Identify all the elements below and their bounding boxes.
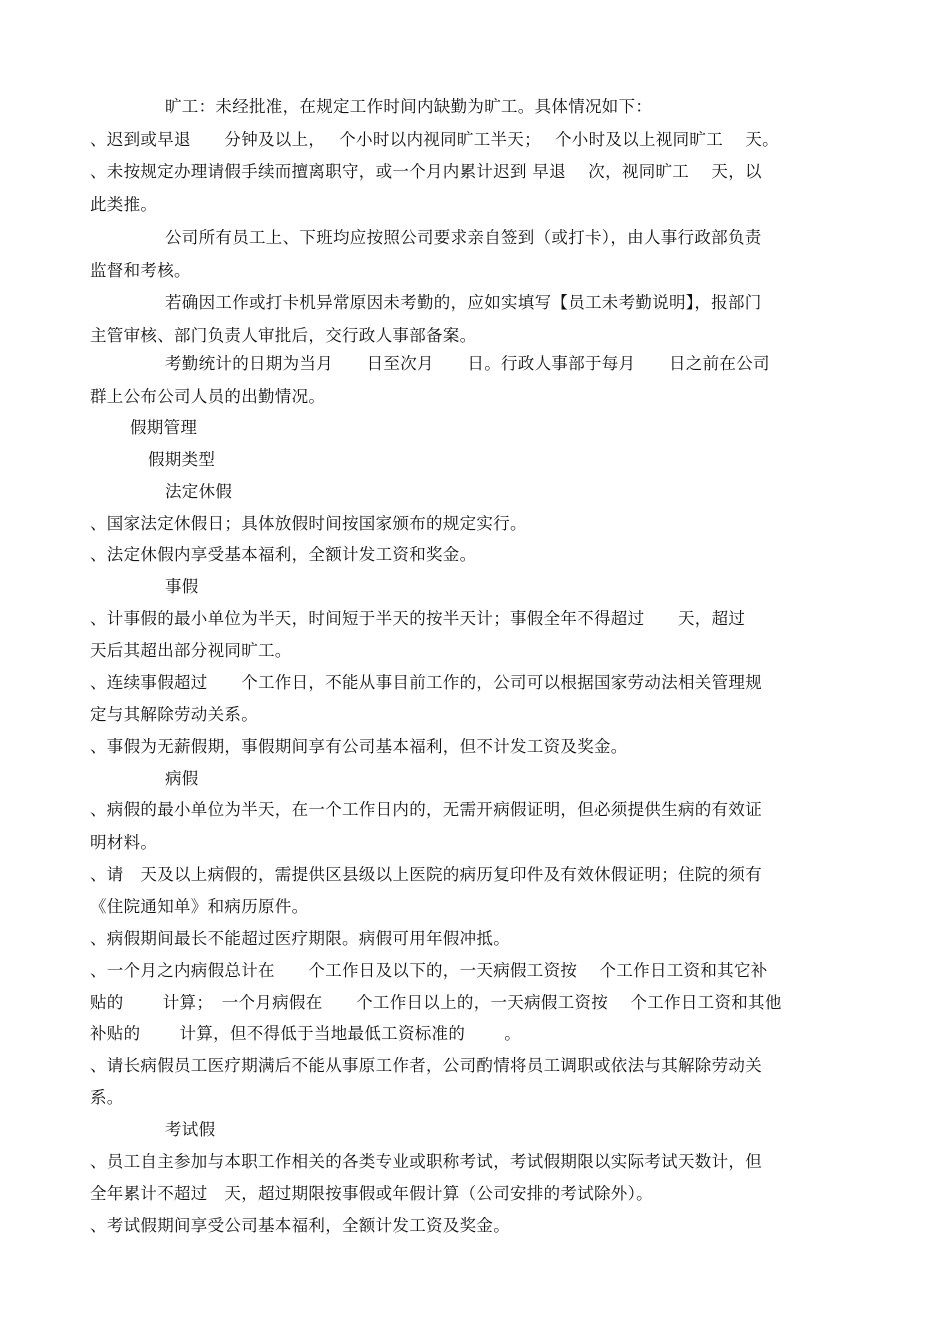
text-line: 主管审核、部门负责人审批后，交行政人事部备案。 <box>90 326 477 345</box>
text-line: 若确因工作或打卡机异常原因未考勤的，应如实填写【员工未考勤说明】，报部门 <box>165 293 762 312</box>
subsection-heading: 假期类型 <box>148 450 216 469</box>
text-line: 、员工自主参加与本职工作相关的各类专业或职称考试，考试假期限以实际考试天数计，但 <box>90 1152 762 1171</box>
text-line: 、请长病假员工医疗期满后不能从事原工作者，公司酌情将员工调职或依法与其解除劳动关 <box>90 1056 762 1075</box>
subsection-heading: 考试假 <box>165 1120 216 1139</box>
text-line: 群上公布公司人员的出勤情况。 <box>90 387 326 406</box>
text-line: 、法定休假内享受基本福利，全额计发工资和奖金。 <box>90 545 477 564</box>
text-line: 、连续事假超过 个工作日，不能从事目前工作的，公司可以根据国家劳动法相关管理规 <box>90 673 762 692</box>
text-line: 系。 <box>90 1088 124 1107</box>
text-line: 全年累计不超过 天，超过期限按事假或年假计算（公司安排的考试除外）。 <box>90 1184 653 1203</box>
text-line: 、病假的最小单位为半天，在一个工作日内的，无需开病假证明，但必须提供生病的有效证 <box>90 800 762 819</box>
text-line: 《住院通知单》和病历原件。 <box>90 897 309 916</box>
text-line: 、一个月之内病假总计在 个工作日及以下的，一天病假工资按 个工作日工资和其它补 <box>90 961 768 980</box>
text-line: 考勤统计的日期为当月 日至次月 日。行政人事部于每月 日之前在公司 <box>165 354 770 373</box>
subsection-heading: 事假 <box>165 577 199 596</box>
text-line: 定与其解除劳动关系。 <box>90 705 258 724</box>
text-line: 、计事假的最小单位为半天，时间短于半天的按半天计；事假全年不得超过 天，超过 <box>90 609 746 628</box>
text-line: 、迟到或早退 分钟及以上， 个小时以内视同旷工半天； 个小时及以上视同旷工 天。 <box>90 130 779 149</box>
text-line: 此类推。 <box>90 195 158 214</box>
subsection-heading: 病假 <box>165 769 199 788</box>
text-line: 公司所有员工上、下班均应按照公司要求亲自签到（或打卡），由人事行政部负责 <box>165 228 762 247</box>
text-line: 、考试假期间享受公司基本福利，全额计发工资及奖金。 <box>90 1216 510 1235</box>
text-line: 、未按规定办理请假手续而擅离职守，或一个月内累计迟到 早退 次，视同旷工 天，以 <box>90 162 762 181</box>
text-line: 明材料。 <box>90 833 158 852</box>
text-line: 贴的 计算； 一个月病假在 个工作日以上的，一天病假工资按 个工作日工资和其他 <box>90 993 782 1012</box>
text-line: 补贴的 计算，但不得低于当地最低工资标准的 。 <box>90 1024 522 1043</box>
text-line: 旷工：未经批准，在规定工作时间内缺勤为旷工。具体情况如下： <box>165 97 653 116</box>
text-line: 监督和考核。 <box>90 261 191 280</box>
text-line: 、事假为无薪假期，事假期间享有公司基本福利，但不计发工资及奖金。 <box>90 737 628 756</box>
section-heading: 假期管理 <box>130 418 198 437</box>
text-line: 、病假期间最长不能超过医疗期限。病假可用年假冲抵。 <box>90 929 510 948</box>
subsection-heading: 法定休假 <box>165 482 233 501</box>
text-line: 、国家法定休假日；具体放假时间按国家颁布的规定实行。 <box>90 514 527 533</box>
text-line: 天后其超出部分视同旷工。 <box>90 641 292 660</box>
text-line: 、请 天及以上病假的，需提供区县级以上医院的病历复印件及有效休假证明；住院的须有 <box>90 865 762 884</box>
